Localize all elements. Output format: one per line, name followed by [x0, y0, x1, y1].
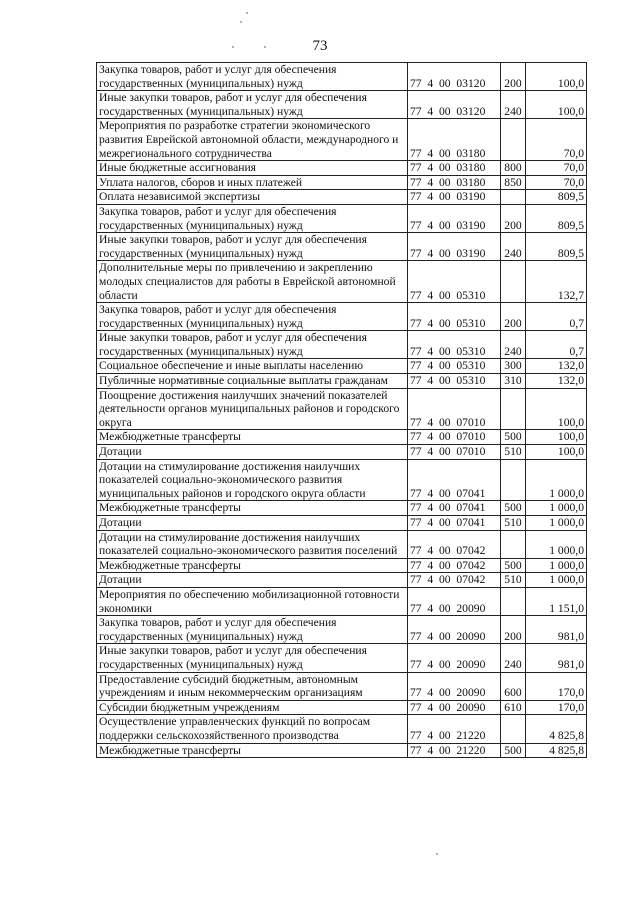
row-sum-cell: 132,7: [526, 261, 587, 303]
row-code-cell: 77 4 00 20090: [408, 616, 501, 644]
row-name-cell: Осуществление управленческих функций по вопросам поддержки сельскохозяйственного производства: [97, 715, 408, 743]
scan-speck: [246, 12, 248, 14]
row-name-cell: Мероприятия по разработке стратегии экономического развития Еврейской автономной области, международного и межрегионального сотрудничества: [97, 119, 408, 161]
row-code-cell: 77 4 00 20090: [408, 644, 501, 672]
row-code-cell: 77 4 00 21220: [408, 715, 501, 743]
row-vr-cell: 300: [501, 359, 526, 374]
table-row: [97, 359, 587, 374]
row-code-cell: 77 4 00 03120: [408, 91, 501, 119]
table-row: [97, 516, 587, 531]
row-sum-cell: 0,7: [526, 303, 587, 331]
row-name-cell: Дотации на стимулирование достижения наилучших показателей социально-экономического развития муниципальных районов и городского округа области: [97, 459, 408, 501]
page-number: 73: [312, 38, 328, 54]
table-row: [97, 558, 587, 573]
table-row: [97, 573, 587, 588]
table-row: [97, 190, 587, 205]
row-sum-cell: 100,0: [526, 91, 587, 119]
row-sum-cell: 809,5: [526, 204, 587, 232]
row-vr-cell: 240: [501, 91, 526, 119]
row-code-cell: 77 4 00 07041: [408, 501, 501, 516]
row-name-cell: Иные закупки товаров, работ и услуг для обеспечения государственных (муниципальных) нужд: [97, 91, 408, 119]
row-vr-cell: [501, 587, 526, 615]
row-code-cell: 77 4 00 03190: [408, 204, 501, 232]
row-sum-cell: 132,0: [526, 359, 587, 374]
row-code-cell: 77 4 00 07010: [408, 388, 501, 430]
row-sum-cell: 100,0: [526, 63, 587, 91]
row-vr-cell: 500: [501, 501, 526, 516]
row-name-cell: Социальное обеспечение и иные выплаты населению: [97, 359, 408, 374]
row-code-cell: 77 4 00 03180: [408, 161, 501, 176]
row-code-cell: 77 4 00 05310: [408, 359, 501, 374]
row-sum-cell: 1 000,0: [526, 530, 587, 558]
row-code-cell: 77 4 00 20090: [408, 587, 501, 615]
row-vr-cell: [501, 119, 526, 161]
row-sum-cell: 100,0: [526, 430, 587, 445]
table-row: [97, 374, 587, 389]
row-vr-cell: 510: [501, 573, 526, 588]
row-vr-cell: 600: [501, 672, 526, 700]
row-code-cell: 77 4 00 03190: [408, 233, 501, 261]
row-sum-cell: 100,0: [526, 445, 587, 460]
row-code-cell: 77 4 00 07010: [408, 445, 501, 460]
row-vr-cell: 510: [501, 516, 526, 531]
table-row: [97, 430, 587, 445]
row-vr-cell: [501, 261, 526, 303]
table-row: [97, 501, 587, 516]
row-sum-cell: 4 825,8: [526, 715, 587, 743]
row-name-cell: Дотации на стимулирование достижения наилучших показателей социально-экономического развития поселений: [97, 530, 408, 558]
row-vr-cell: 310: [501, 374, 526, 389]
row-vr-cell: 500: [501, 558, 526, 573]
row-sum-cell: 981,0: [526, 644, 587, 672]
row-vr-cell: [501, 715, 526, 743]
row-vr-cell: [501, 190, 526, 205]
table-row: [97, 175, 587, 190]
row-sum-cell: 1 000,0: [526, 558, 587, 573]
table-row: [97, 388, 587, 430]
row-sum-cell: 132,0: [526, 374, 587, 389]
row-sum-cell: 70,0: [526, 119, 587, 161]
row-name-cell: Закупка товаров, работ и услуг для обеспечения государственных (муниципальных) нужд: [97, 616, 408, 644]
row-vr-cell: 800: [501, 161, 526, 176]
table-row: [97, 587, 587, 615]
row-sum-cell: 1 000,0: [526, 501, 587, 516]
table-row: [97, 616, 587, 644]
table-row: [97, 91, 587, 119]
row-sum-cell: 1 000,0: [526, 459, 587, 501]
table-row: [97, 672, 587, 700]
row-sum-cell: 170,0: [526, 672, 587, 700]
row-code-cell: 77 4 00 07041: [408, 516, 501, 531]
row-vr-cell: 500: [501, 743, 526, 758]
budget-table: [96, 62, 587, 758]
row-code-cell: 77 4 00 05310: [408, 331, 501, 359]
row-name-cell: Иные бюджетные ассигнования: [97, 161, 408, 176]
row-vr-cell: 850: [501, 175, 526, 190]
table-row: [97, 63, 587, 91]
row-sum-cell: 70,0: [526, 175, 587, 190]
row-vr-cell: 240: [501, 644, 526, 672]
row-vr-cell: [501, 530, 526, 558]
row-vr-cell: 610: [501, 700, 526, 715]
row-code-cell: 77 4 00 03180: [408, 119, 501, 161]
row-vr-cell: 500: [501, 430, 526, 445]
row-name-cell: Дополнительные меры по привлечению и закреплению молодых специалистов для работы в Еврейской автономной области: [97, 261, 408, 303]
table-row: [97, 644, 587, 672]
row-code-cell: 77 4 00 07042: [408, 558, 501, 573]
row-name-cell: Оплата независимой экспертизы: [97, 190, 408, 205]
row-vr-cell: 200: [501, 63, 526, 91]
row-vr-cell: 200: [501, 204, 526, 232]
table-row: [97, 715, 587, 743]
row-name-cell: Межбюджетные трансферты: [97, 558, 408, 573]
row-code-cell: 77 4 00 20090: [408, 672, 501, 700]
row-name-cell: Субсидии бюджетным учреждениям: [97, 700, 408, 715]
row-name-cell: Дотации: [97, 573, 408, 588]
row-code-cell: 77 4 00 21220: [408, 743, 501, 758]
row-sum-cell: 4 825,8: [526, 743, 587, 758]
scan-speck: [264, 46, 266, 48]
table-row: [97, 331, 587, 359]
row-code-cell: 77 4 00 20090: [408, 700, 501, 715]
row-name-cell: Межбюджетные трансферты: [97, 743, 408, 758]
row-code-cell: 77 4 00 03180: [408, 175, 501, 190]
scan-speck: [436, 853, 438, 855]
row-name-cell: Дотации: [97, 516, 408, 531]
row-name-cell: Публичные нормативные социальные выплаты гражданам: [97, 374, 408, 389]
row-sum-cell: 170,0: [526, 700, 587, 715]
row-sum-cell: 1 151,0: [526, 587, 587, 615]
row-code-cell: 77 4 00 07041: [408, 459, 501, 501]
row-code-cell: 77 4 00 05310: [408, 261, 501, 303]
row-vr-cell: 510: [501, 445, 526, 460]
row-vr-cell: 200: [501, 303, 526, 331]
row-sum-cell: 981,0: [526, 616, 587, 644]
table-row: [97, 261, 587, 303]
row-sum-cell: 100,0: [526, 388, 587, 430]
row-name-cell: Уплата налогов, сборов и иных платежей: [97, 175, 408, 190]
row-vr-cell: [501, 388, 526, 430]
row-code-cell: 77 4 00 03120: [408, 63, 501, 91]
table-row: [97, 119, 587, 161]
row-sum-cell: 1 000,0: [526, 573, 587, 588]
table-row: [97, 700, 587, 715]
row-name-cell: Межбюджетные трансферты: [97, 501, 408, 516]
row-sum-cell: 1 000,0: [526, 516, 587, 531]
table-row: [97, 204, 587, 232]
table-row: [97, 459, 587, 501]
budget-table-body: [97, 63, 587, 758]
row-name-cell: Предоставление субсидий бюджетным, автономным учреждениям и иным некоммерческим организациям: [97, 672, 408, 700]
table-row: [97, 161, 587, 176]
table-row: [97, 445, 587, 460]
table-row: [97, 743, 587, 758]
row-name-cell: Иные закупки товаров, работ и услуг для обеспечения государственных (муниципальных) нужд: [97, 331, 408, 359]
row-vr-cell: 240: [501, 233, 526, 261]
row-name-cell: Закупка товаров, работ и услуг для обеспечения государственных (муниципальных) нужд: [97, 63, 408, 91]
row-name-cell: Иные закупки товаров, работ и услуг для обеспечения государственных (муниципальных) нужд: [97, 233, 408, 261]
row-code-cell: 77 4 00 03190: [408, 190, 501, 205]
row-sum-cell: 0,7: [526, 331, 587, 359]
row-name-cell: Поощрение достижения наилучших значений показателей деятельности органов муниципальных районов и городского округа: [97, 388, 408, 430]
table-row: [97, 303, 587, 331]
row-name-cell: Закупка товаров, работ и услуг для обеспечения государственных (муниципальных) нужд: [97, 204, 408, 232]
row-code-cell: 77 4 00 05310: [408, 374, 501, 389]
row-name-cell: Дотации: [97, 445, 408, 460]
row-code-cell: 77 4 00 05310: [408, 303, 501, 331]
row-name-cell: Иные закупки товаров, работ и услуг для обеспечения государственных (муниципальных) нужд: [97, 644, 408, 672]
row-code-cell: 77 4 00 07042: [408, 530, 501, 558]
row-vr-cell: 240: [501, 331, 526, 359]
row-code-cell: 77 4 00 07010: [408, 430, 501, 445]
row-sum-cell: 809,5: [526, 190, 587, 205]
row-name-cell: Закупка товаров, работ и услуг для обеспечения государственных (муниципальных) нужд: [97, 303, 408, 331]
scan-speck: [240, 21, 242, 23]
row-name-cell: Мероприятия по обеспечению мобилизационной готовности экономики: [97, 587, 408, 615]
row-vr-cell: 200: [501, 616, 526, 644]
scan-speck: [232, 46, 234, 48]
row-sum-cell: 809,5: [526, 233, 587, 261]
row-code-cell: 77 4 00 07042: [408, 573, 501, 588]
row-name-cell: Межбюджетные трансферты: [97, 430, 408, 445]
table-row: [97, 233, 587, 261]
row-vr-cell: [501, 459, 526, 501]
row-sum-cell: 70,0: [526, 161, 587, 176]
table-row: [97, 530, 587, 558]
